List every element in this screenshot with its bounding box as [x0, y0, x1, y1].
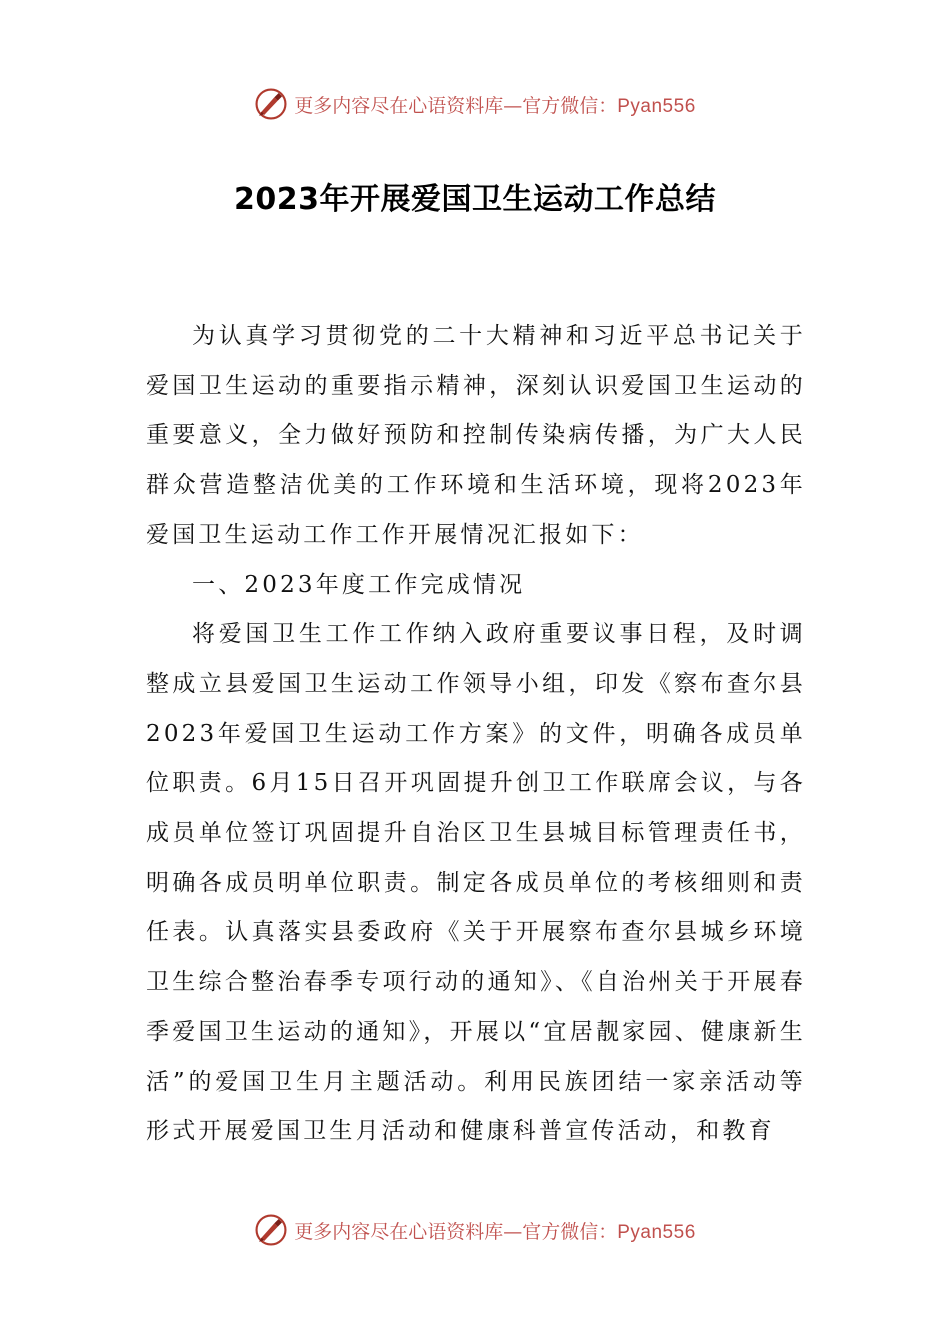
paragraph-work-completion: 将爱国卫生工作工作纳入政府重要议事日程，及时调整成立县爱国卫生运动工作领导小组，印发《察布查尔县2023年爱国卫生运动工作方案》的文件，明确各成员单位职责。6月15日召开巩固提升创卫工作联席会议，与各成员单位签订巩固提升自治区卫生县城目标管理责任书，明确各成员明单位职责。制定各成员单位的考核细则和责任表。认真落实县委政府《关于开展察布查尔县城乡环境卫生综合整治春季专项行动的通知》、《自治州关于开展春季爱国卫生运动的通知》，开展以“宜居靓家园、健康新生活”的爱国卫生月主题活动。利用民族团结一家亲活动等形式开展爱国卫生月活动和健康科普宣传活动，和教育 [146, 621, 806, 1145]
header-banner-text: 更多内容尽在心语资料库—官方微信：Pyan556 [294, 94, 696, 117]
footer-banner-text: 更多内容尽在心语资料库—官方微信：Pyan556 [294, 1220, 696, 1243]
pen-nib-logo-icon [254, 87, 288, 121]
pen-nib-logo-icon [254, 1213, 288, 1247]
footer-wechat-id: Pyan556 [617, 1221, 696, 1243]
header-banner [0, 84, 950, 124]
document-body [146, 312, 806, 1157]
section-heading: 一、2023年度工作完成情况 [192, 571, 526, 598]
footer-banner [0, 1210, 950, 1250]
document-title: 2023年开展爱国卫生运动工作总结 [234, 182, 716, 217]
paragraph-intro: 为认真学习贯彻党的二十大精神和习近平总书记关于爱国卫生运动的重要指示精神，深刻认识爱国卫生运动的重要意义，全力做好预防和控制传染病传播，为广大人民群众营造整洁优美的工作环境和生活环境，现将2023年爱国卫生运动工作工作开展情况汇报如下： [146, 323, 806, 548]
header-wechat-id: Pyan556 [617, 95, 696, 117]
